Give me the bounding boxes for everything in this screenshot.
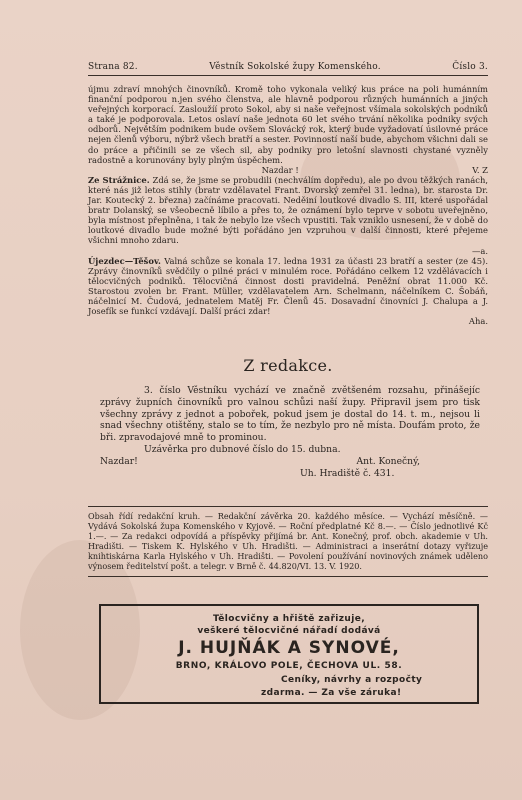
- signature-author: V. Z: [472, 164, 488, 175]
- article-paragraph: [88, 175, 488, 246]
- news-column: [88, 84, 488, 326]
- advertisement-box: [99, 604, 479, 704]
- page-number: Strana 82.: [88, 62, 138, 72]
- editorial-note: [100, 385, 480, 479]
- ad-line: veškeré tělocvičné nářadí dodává: [197, 626, 381, 636]
- article-signature: [88, 165, 488, 175]
- ad-address: BRNO, KRÁLOVO POLE, ČECHOVA UL. 58.: [175, 661, 403, 671]
- signature-greeting: Nazdar!: [100, 455, 138, 467]
- editorial-paragraph: 3. číslo Věstníku vychází ve značně zvětšeném rozsahu, přinášejíc zprávy župních činovníků pro valnou schůzi naší župy. Připravil jsem pro tisk všechny zprávy z jednot a pobořek, pokud jsem je dostal do 14. t. m., nejsou li snad všechny otištěny, stalo se to tím, že nezbylo pro ně místa. Doufám proto, že bři. zpravodajové mně to prominou.: [100, 385, 480, 444]
- signature-address: Uh. Hradiště č. 431.: [300, 467, 395, 479]
- ad-company-name: J. HUJŇÁK A SYNOVÉ,: [178, 638, 400, 658]
- editorial-signature: [100, 456, 480, 468]
- ad-line: zdarma. — Za vše záruka!: [261, 688, 402, 698]
- signature-greeting: Nazdar !: [261, 164, 299, 175]
- article-paragraph: [88, 256, 488, 317]
- signature-author: —a.: [471, 245, 488, 256]
- page-header: [88, 62, 488, 76]
- ad-line: Tělocvičny a hřiště zařizuje,: [212, 614, 366, 624]
- article-text: Zdá se, že jsme se probudili (nechválím dopředu), ale po dvou těžkých ranách, které nás již letos stihly (bratr vzdělavatel Frant. Dvorský zemřel 31. ledna), br. starosta Dr. Jar. Koutecký 2. března) začínáme pracovati. Neděiní loutkové divadlo S. III, které uspořádal bratr Dolanský, se všeobecně líbilo a přes to, že oznámení bylo teprve v sobotu uveřejněno, byla místnost přeplněna, i tak že nebylo lze všech vpustiti. Tak vzniklo usnesení, že v době do loutkové divadlo bude možné býti pořádáno jen vzpruhou v další činnosti, které přejeme všichni mnoho zdaru.: [88, 174, 488, 246]
- ad-line: Ceníky, návrhy a rozpočty: [281, 675, 423, 685]
- publication-title: Věstník Sokolské župy Komenského.: [209, 62, 381, 72]
- imprint: Obsah řídí redakční kruh. — Redakční závěrka 20. každého měsíce. — Vychází měsíčně. — Vydává Sokolská župa Komenského v Kyjově. — Roční předplatné Kč 8.—. — Číslo jednotlivé Kč 1.—. — Za redakci odpovídá a příspěvky přijímá br. Ant. Konečný, prof. obch. akademie v Uh. Hradišti. — Tiskem K. Hylského v Uh. Hradišti. — Administraci a inserátní dotazy vyřizuje knihtiskárna Karla Hylského v Uh. Hradišti. — Povolení používání novinových známek uděleno výnosem ředitelství pošt. a telegr. v Brně č. 44.820/VI. 13. V. 1920.: [88, 511, 488, 577]
- issue-number: Číslo 3.: [452, 62, 488, 72]
- divider: [88, 506, 488, 507]
- signature-author: Aha.: [468, 316, 488, 327]
- section-heading: Z redakce.: [243, 356, 333, 375]
- signature-name: Ant. Konečný,: [356, 455, 420, 467]
- article-place: Ze Strážnice.: [88, 174, 150, 185]
- article-text: Valná schůze se konala 17. ledna 1931 za účasti 23 bratří a sester (ze 45). Zprávy činovníků svědčily o pilné práci v minulém roce. Pořádáno celkem 12 vzdělávacích i tělocvičných podniků. Tělocvičná činnost dosti pravidelná. Peněžní obrat 11.000 Kč. Starostou zvolen br. Frant. Müller, vzdělavatelem Arn. Schelmann, náčelníkem C. Šobáň, náčelnicí M. Čudová, jednatelem Matěj Fr. Členů 45. Dosavadní činovníci J. Chalupa a J. Josefík se funkcí vzdávají. Další práci zdar!: [88, 255, 488, 317]
- editorial-closing: Uzávěrka pro dubnové číslo do 15. dubna.: [144, 443, 341, 455]
- article-place: Újezdec—Těšov.: [88, 255, 161, 266]
- article-text: újmu zdraví mnohých činovníků. Kromě toho vykonala veliký kus práce na poli humánním finanční podporou n.jen svého členstva, ale hlavně podporou různých humánních a jiných veřejných korporací. Zasloužíí proto Sokol, aby si naše veřejnost všímala sokolských podniků a také je podporovala. Letos oslaví naše jednota 60 let svého trvání několika podniky svých odborů. Největším podnikem bude ovšem Slovácký rok, který bude vyžadovatí úsilovné práce nejen členů výboru, nýbrž všech bratří a sester. Povinností naší bude, abychom všichni dali se do práce a přičinili se ze všech sil, aby podniky pro letošní slavnosti chystané vyzněly radostně a korunovány byly plným úspěchem.: [88, 84, 488, 165]
